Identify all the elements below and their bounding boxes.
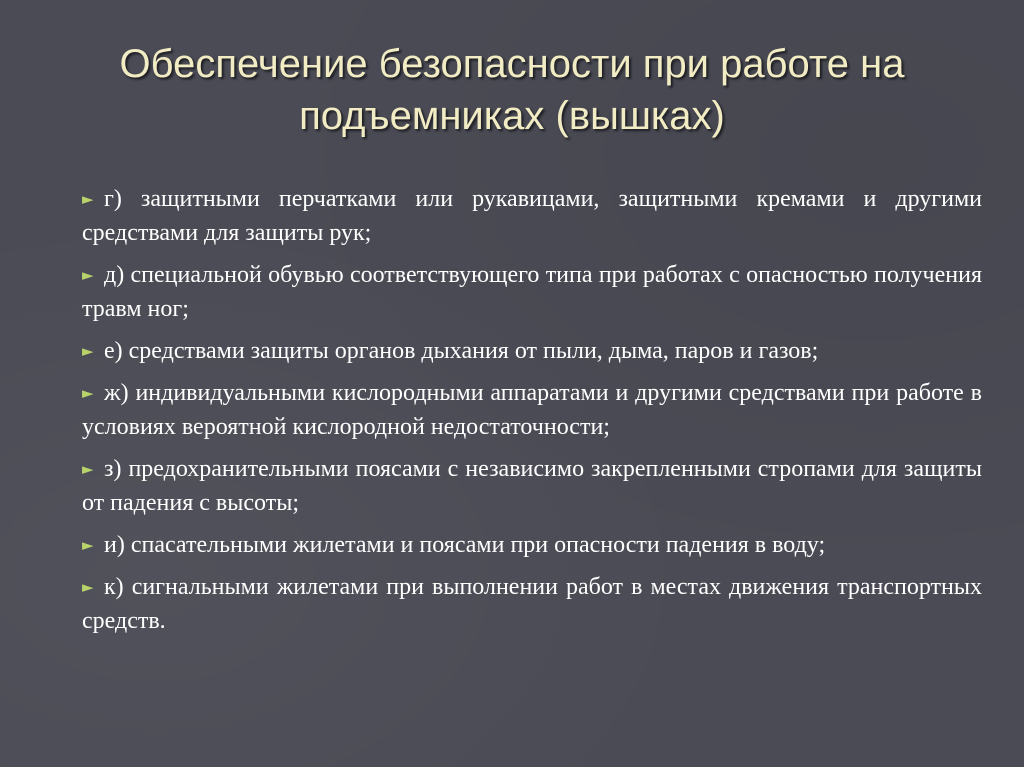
list-item-text: и) спасательными жилетами и поясами при опасности падения в воду; (104, 532, 826, 558)
list-item (82, 258, 982, 326)
list-item (82, 334, 982, 368)
list-item-text: ж) индивидуальными кислородными аппаратами и другими средствами при работе в условиях вероятной кислородной недостаточности; (82, 380, 982, 440)
list-item-text: з) предохранительными поясами с независимо закрепленными стропами для защиты от падения с высоты; (82, 456, 982, 516)
bullet-list (82, 182, 982, 646)
bullet-arrow-icon: ► (82, 190, 94, 208)
list-item-text: е) средствами защиты органов дыхания от пыли, дыма, паров и газов; (104, 338, 819, 364)
list-item-text: г) защитными перчатками или рукавицами, защитными кремами и другими средствами для защиты рук; (82, 186, 982, 246)
list-item (82, 570, 982, 638)
bullet-arrow-icon: ► (82, 266, 94, 284)
bullet-arrow-icon: ► (82, 384, 94, 402)
bullet-arrow-icon: ► (82, 342, 94, 360)
list-item (82, 528, 982, 562)
list-item-text: к) сигнальными жилетами при выполнении работ в местах движения транспортных средств. (82, 574, 982, 634)
list-item (82, 182, 982, 250)
bullet-arrow-icon: ► (82, 536, 94, 554)
slide-title: Обеспечение безопасности при работе на подъемниках (вышках) (119, 42, 905, 138)
bullet-arrow-icon: ► (82, 460, 94, 478)
bullet-arrow-icon: ► (82, 578, 94, 596)
list-item (82, 452, 982, 520)
list-item-text: д) специальной обувью соответствующего типа при работах с опасностью получения травм ног; (82, 262, 982, 322)
list-item (82, 376, 982, 444)
